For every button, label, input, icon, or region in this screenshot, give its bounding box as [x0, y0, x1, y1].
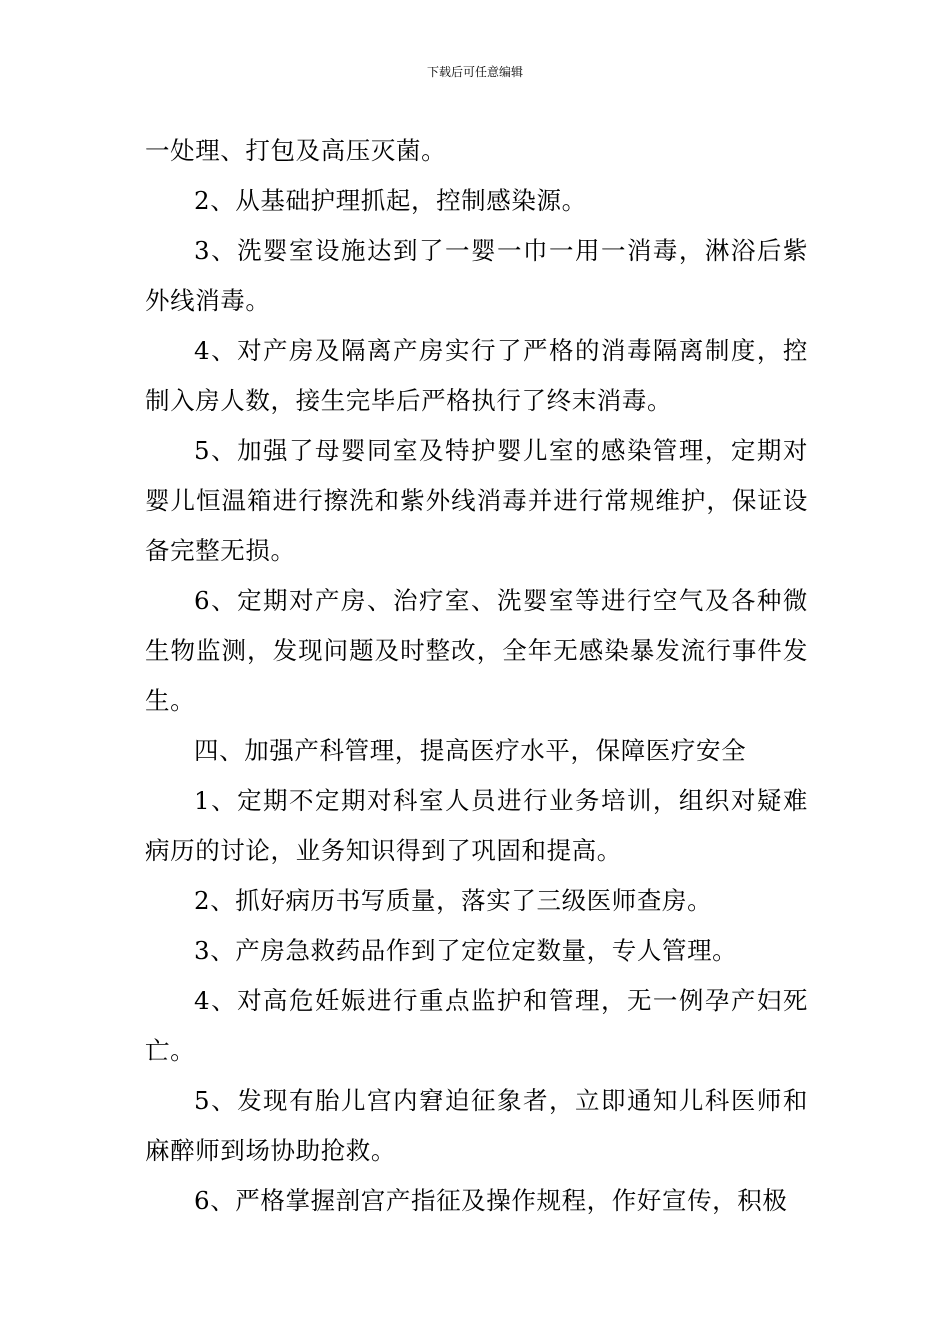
paragraph-7: 1、定期不定期对科室人员进行业务培训，组织对疑难病历的讨论，业务知识得到了巩固和提高。	[145, 786, 808, 865]
paragraph-2: 2、从基础护理抓起，控制感染源。	[194, 186, 587, 215]
paragraph-10: 4、对高危妊娠进行重点监护和管理，无一例孕产妇死亡。	[145, 986, 808, 1065]
paragraph-9: 3、产房急救药品作到了定位定数量，专人管理。	[194, 936, 738, 965]
paragraph-6: 6、定期对产房、治疗室、洗婴室等进行空气及各种微生物监测，发现问题及时整改，全年无感染暴发流行事件发生。	[145, 586, 808, 715]
paragraph-1: 一处理、打包及高压灭菌。	[145, 136, 447, 165]
page-header: 下载后可任意编辑	[426, 65, 523, 79]
paragraph-11: 5、发现有胎儿宫内窘迫征象者，立即通知儿科医师和麻醉师到场协助抢救。	[145, 1086, 808, 1165]
document-body	[145, 126, 808, 1226]
paragraph-5: 5、加强了母婴同室及特护婴儿室的感染管理，定期对婴儿恒温箱进行擦洗和紫外线消毒并进行常规维护，保证设备完整无损。	[145, 436, 808, 565]
paragraph-4: 4、对产房及隔离产房实行了严格的消毒隔离制度，控制入房人数，接生完毕后严格执行了终末消毒。	[145, 336, 808, 415]
paragraph-8: 2、抓好病历书写质量，落实了三级医师查房。	[194, 886, 713, 915]
paragraph-3: 3、洗婴室设施达到了一婴一巾一用一消毒，淋浴后紫外线消毒。	[145, 236, 808, 315]
section-heading: 四、加强产科管理，提高医疗水平，保障医疗安全	[194, 736, 747, 765]
paragraph-12: 6、严格掌握剖宫产指征及操作规程，作好宣传，积极	[194, 1186, 788, 1215]
